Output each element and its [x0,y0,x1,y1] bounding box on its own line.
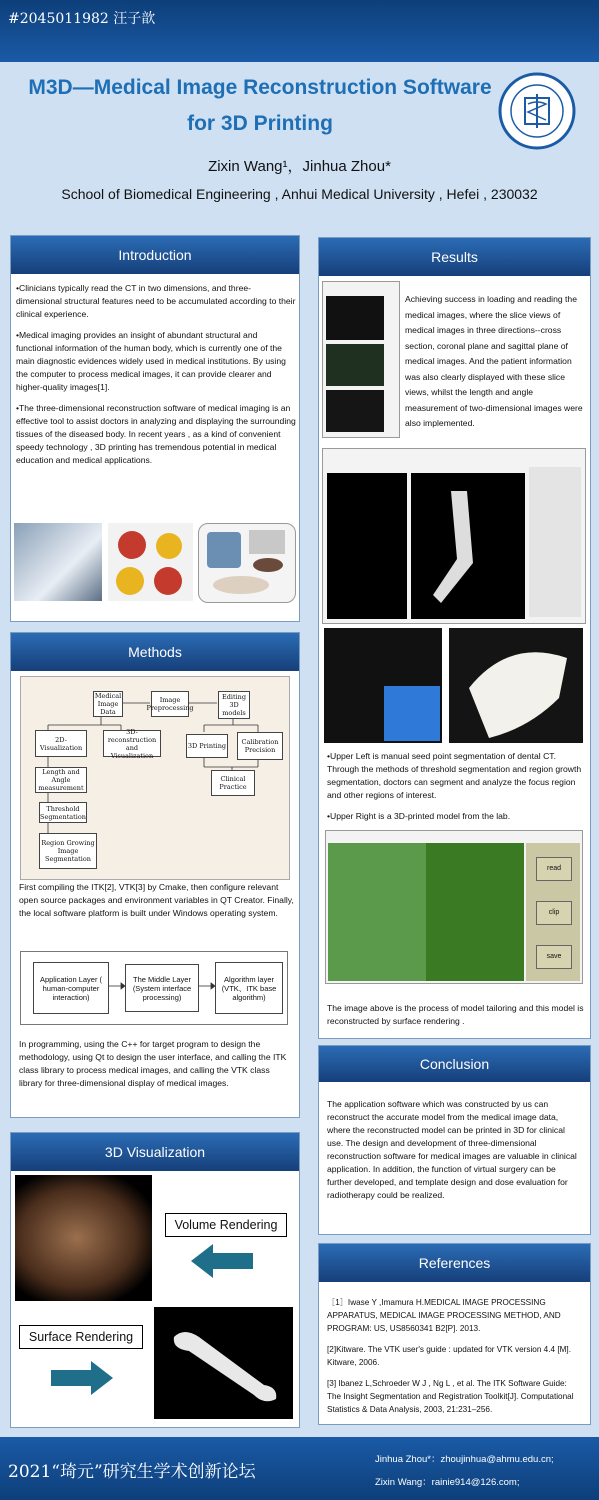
model-tailoring-screenshot [325,830,583,984]
university-logo [498,72,576,150]
volume-rendering-label: Volume Rendering [165,1213,287,1237]
results-panel [318,237,591,1039]
3d-view [411,473,525,619]
femur-surface-model [154,1307,293,1419]
coronal-slice [326,344,384,386]
flow-threshold-segmentation: Threshold Segmentation [39,802,87,823]
dental-segmentation-screenshot [324,628,442,743]
introduction-heading: Introduction [11,236,299,274]
poster-title-line2: for 3D Printing [187,112,333,135]
right-arrow-icon [51,1361,113,1395]
reference-3: [3] Ibanez L,Schroeder W J , Ng L , et al. The ITK Software Guide: The Insight Segmentation and Registration Toolkit[J]. Computational Statistics & Data Analysis, 2003, 21:231–256. [327,1379,574,1414]
introduction-text [16,282,296,475]
printed-model-photo [449,628,583,743]
flow-2d-visualization: 2D-Visualization [35,730,87,757]
results-heading: Results [319,238,590,276]
measurement-screenshot [322,448,586,624]
slice-viewer-screenshot [322,281,400,438]
poster-title: M3D—Medical Image Reconstruction Software [28,76,492,99]
read-button[interactable]: read [536,857,572,881]
volume-rendering-image [15,1175,152,1301]
methods-panel [10,632,300,1118]
flow-image-preprocessing: Image Preprocessing [151,691,189,717]
reference-1: ［1］Iwase Y ,Imamura H.MEDICAL IMAGE PROCESSING APPARATUS, MEDICAL IMAGE PROCESSING METHOD, AND PROGRAM: US, US8560341 B2[P]. 2013. [327,1298,561,1333]
axial-slice [326,296,384,340]
middle-layer-box: The Middle Layer (System interface processing) [125,964,199,1012]
results-bullet-2: • Upper Right is a 3D-printed model from the lab. [327,810,585,823]
top-banner [0,0,599,62]
slice-column [327,473,407,619]
forum-name: 2021“琦元”研究生学术创新论坛 [8,1462,256,1482]
results-text-2: The image above is the process of model tailoring and this model is reconstructed by surface rendering . [327,1003,584,1026]
flow-medical-image-data: Medical Image Data [94,692,122,716]
ct-reading-photo [14,523,102,601]
intro-paragraph-3: • The three-dimensional reconstruction software of medical imaging is an effective tool to assist doctors in analyzing and displaying the surrounding tissues of the diseased body. In recent years , as a kind of convenient speedy technology , 3D printing has tremendous potential in medical education and medical applications. [16,402,296,467]
intro-paragraph-2: • Medical imaging provides an insight of abundant structural and functional information of the human body, which is currently one of the main diagnostic evidences widely used in medical institutions. By using the computer to process medical images, it can provide clearer and higher-quality images[1]. [16,329,296,394]
clip-button[interactable]: clip [536,901,572,925]
flow-3d-reconstruction: 3D-reconstruction and Visualization [103,730,161,757]
reference-2: [2]Kitware. The VTK user's guide : updated for VTK version 4.4 [M]. Kitware, 2006. [327,1345,571,1367]
contact-zhou: Jinhua Zhou*：zhoujinhua@ahmu.edu.cn; [375,1454,554,1465]
intro-paragraph-1: • Clinicians typically read the CT in two dimensions, and three-dimensional structural features need to be accumulated according to their clinical experience. [16,282,296,321]
surface-rendering-image [154,1307,293,1419]
affiliation: School of Biomedical Engineering , Anhui Medical University , Hefei , 230032 [61,186,538,202]
methods-text-1: First compiling the ITK[2], VTK[3] by Cmake, then configure relevant open source packages and environment variables in QT Creator. Finally, the local software platform is built under Windows operating system. [19,882,294,918]
info-sidebar [529,467,581,617]
results-bullet-1: • Upper Left is manual seed point segmentation of dental CT. Through the methods of threshold segmentation and region growth segmentation, doctors can segment and analyze the focus region and other regions of interest. [327,750,585,802]
flow-length-angle-measurement: Length and Angle measurement [35,767,87,793]
application-layer-box: Application Layer ( human-computer interaction) [33,962,109,1014]
conclusion-panel [318,1045,591,1235]
results-text-1: Achieving success in loading and reading the medical images, where the slice views of medical images in three directions--cross section, coronal plane and sagittal plane of medical images. And the patient information was also clearly displayed with these slice views, whilst the length and angle measurement of two-dimensional images were also implemented. [405,294,583,428]
conclusion-heading: Conclusion [319,1046,590,1082]
heart-models-photo [108,523,193,601]
flow-3d-printing: 3D Printing [186,734,228,758]
references-panel [318,1243,591,1425]
surface-rendering-label: Surface Rendering [19,1325,143,1349]
introduction-panel [10,235,300,622]
references-list [327,1296,583,1424]
algorithm-layer-box: Algorithm layer (VTK、ITK base algorithm) [215,962,283,1014]
flow-calibration-precision: Calibration Precision [237,732,283,760]
bottom-banner [0,1437,599,1500]
methods-heading: Methods [11,633,299,671]
architecture-diagram [20,951,288,1025]
tailoring-button-panel [526,843,580,981]
sagittal-slice [326,390,384,432]
methods-text-2: In programming, using the C++ for target program to design the methodology, using Qt to design the user interface, and calling the ITK class library to process medical images, and calling the VTK class library for three-dimensional display of medical images. [19,1039,287,1088]
segmented-tooth-view [384,686,440,741]
tailoring-view [328,843,524,981]
flow-clinical-practice: Clinical Practice [211,770,255,796]
flow-editing-3d-models: Editing 3D models [218,691,250,719]
conclusion-text: The application software which was constructed by us can reconstruct the accurate model from the medical image data, where the reconstructed model can be printed in 3D for clinical use. The design and development of three-dimensional reconstruction software for medical images are valuable in clinical application. In addition, the function of virtual surgery can be further developed, and template design and dose evaluation for radiotherapy could be realized. [327,1099,577,1200]
clinical-printing-photo [198,523,296,603]
save-button[interactable]: save [536,945,572,969]
flow-region-growing-segmentation: Region Growing Image Segmentation [39,833,97,869]
visualization-heading: 3D Visualization [11,1133,299,1171]
authors: Zixin Wang¹，Jinhua Zhou* [208,158,391,175]
visualization-panel [10,1132,300,1428]
workflow-diagram [20,676,290,880]
results-bullets [327,750,585,831]
contact-wang: Zixin Wang：rainie914@126.com; [375,1477,520,1488]
left-arrow-icon [191,1244,253,1278]
references-heading: References [319,1244,590,1282]
poster-id: #2045011982 汪子歆 [8,11,156,27]
